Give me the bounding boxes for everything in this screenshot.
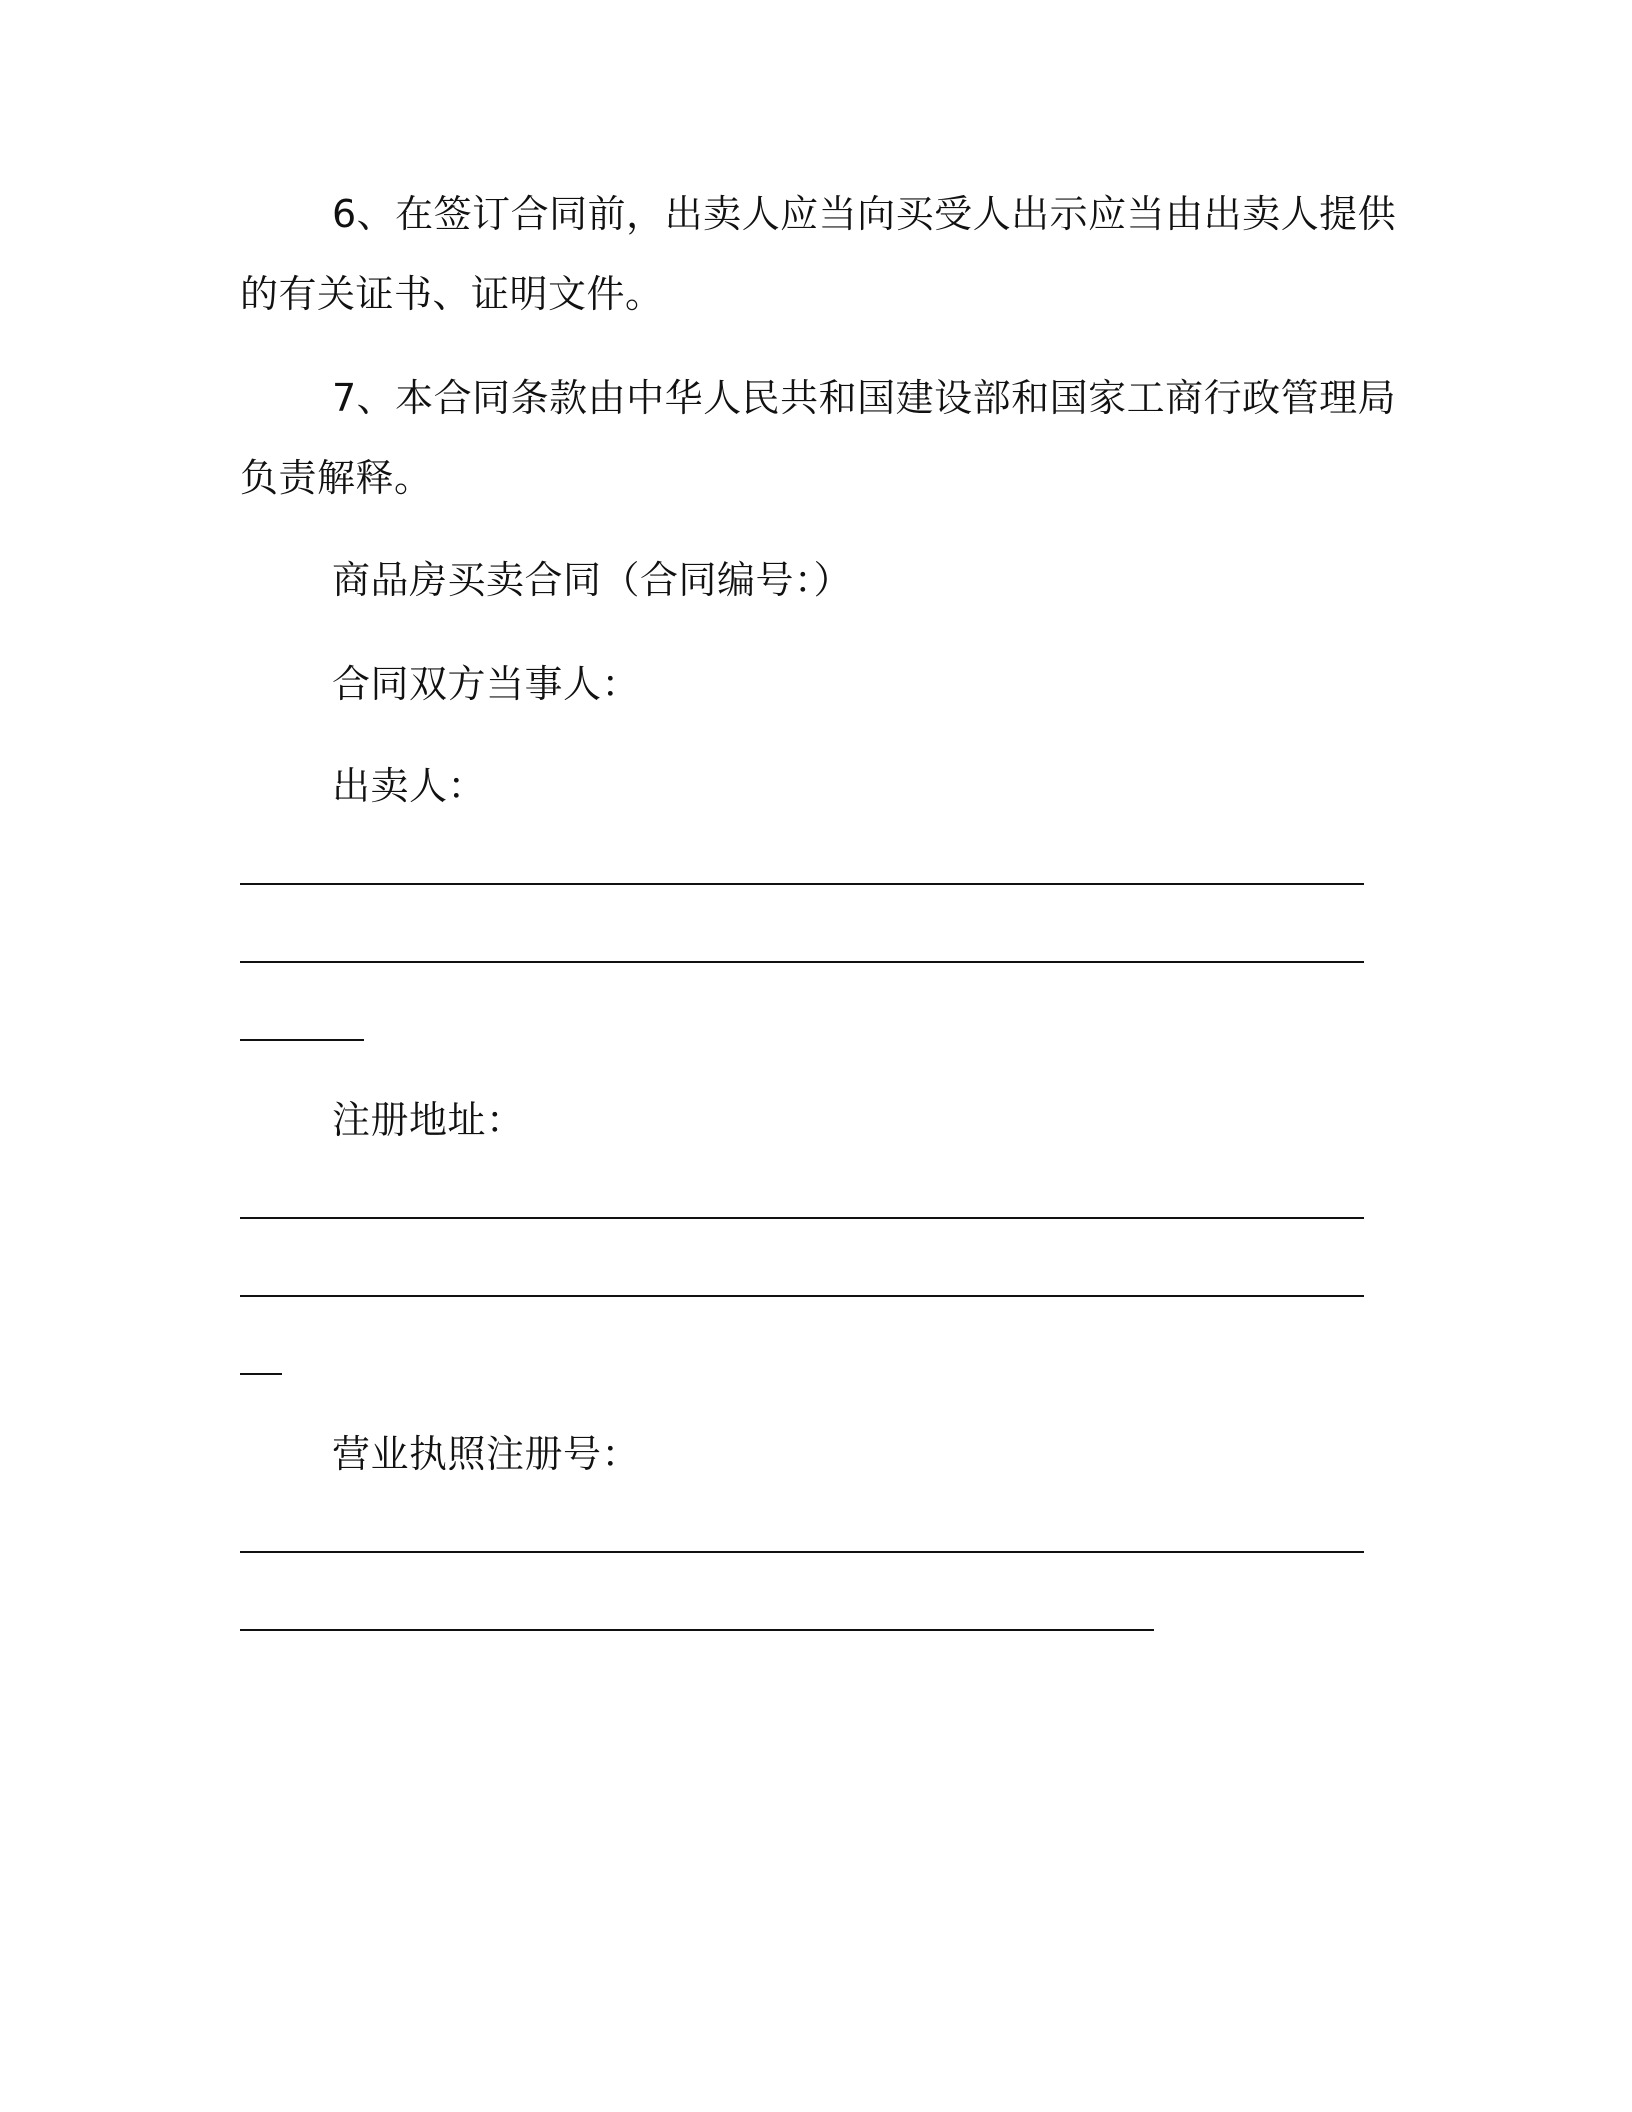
address-blank-line-3 xyxy=(240,1373,282,1375)
seller-blank-line-2 xyxy=(240,961,1364,963)
address-blank-line-2 xyxy=(240,1295,1364,1297)
license-label: 营业执照注册号： xyxy=(332,1432,641,1476)
license-blank-line-1 xyxy=(240,1551,1364,1553)
clause-7-line-1: 7、本合同条款由中华人民共和国建设部和国家工商行政管理局 xyxy=(332,376,1397,420)
contract-title: 商品房买卖合同（合同编号：） xyxy=(332,558,853,602)
address-label: 注册地址： xyxy=(332,1098,525,1142)
address-blank-line-1 xyxy=(240,1217,1364,1219)
seller-blank-line-3 xyxy=(240,1039,364,1041)
clause-7-line-2: 负责解释。 xyxy=(240,456,433,500)
clause-6-line-1: 6、在签订合同前，出卖人应当向买受人出示应当由出卖人提供 xyxy=(332,192,1397,236)
seller-label: 出卖人： xyxy=(332,764,487,808)
parties-heading: 合同双方当事人： xyxy=(332,662,641,706)
seller-blank-line-1 xyxy=(240,883,1364,885)
license-blank-line-2 xyxy=(240,1629,1154,1631)
clause-6-line-2: 的有关证书、证明文件。 xyxy=(240,272,664,316)
